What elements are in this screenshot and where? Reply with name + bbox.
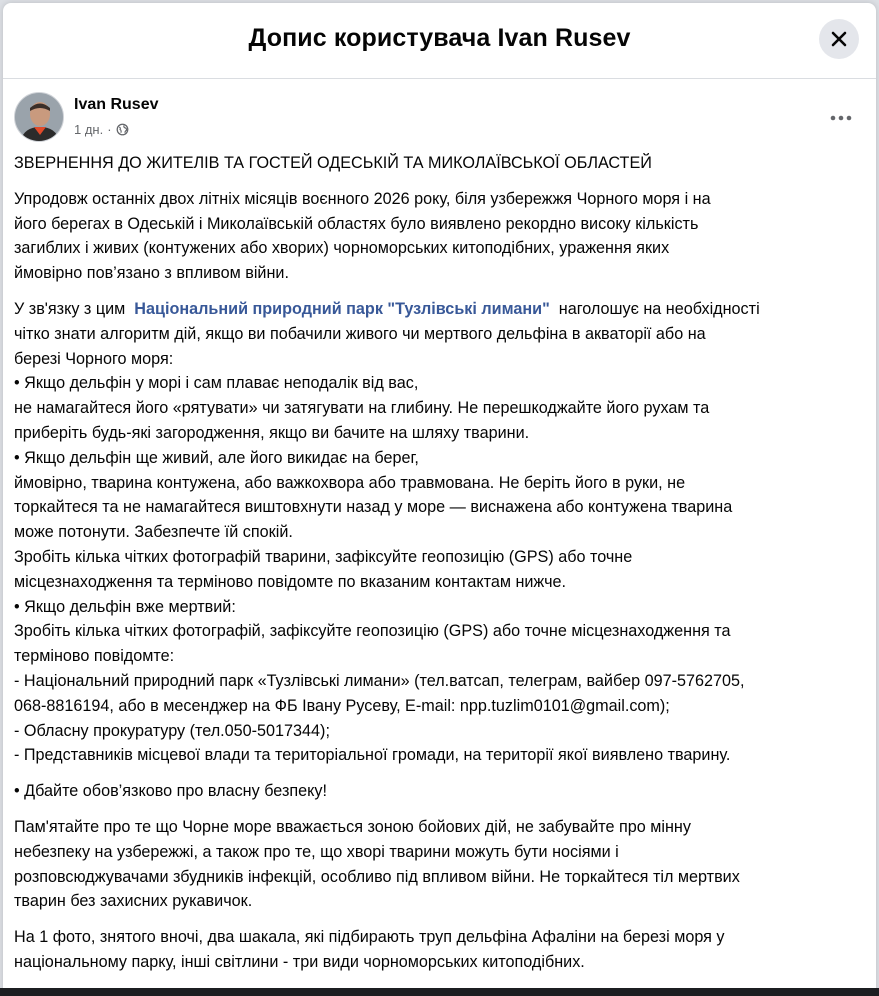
modal-header bbox=[3, 3, 876, 79]
close-icon bbox=[830, 30, 848, 48]
text-line: - Представників місцевої влади та територіальної громади, на території якої виявлено тварину. bbox=[14, 746, 731, 765]
text-fragment: наголошує на необхідності bbox=[549, 299, 760, 318]
text-line: • Якщо дельфін ще живий, але його викидає на берег, bbox=[14, 448, 419, 467]
paragraph-4 bbox=[14, 815, 859, 914]
more-options-button[interactable] bbox=[823, 100, 859, 136]
text-line: місцезнаходження та терміново повідомте по вказаним контактам нижче. bbox=[14, 572, 567, 591]
text-line: небезпеку на узбережжі, а також про те, що хворі тварини можуть бути носіями і bbox=[14, 842, 619, 861]
avatar[interactable] bbox=[14, 92, 64, 142]
close-button[interactable] bbox=[819, 19, 859, 59]
post-meta bbox=[74, 122, 129, 137]
text-line: - Національний природний парк «Тузлівські лимани» (тел.ватсап, телеграм, вайбер 097-5762705, bbox=[14, 671, 745, 690]
text-line: • Якщо дельфін вже мертвий: bbox=[14, 597, 236, 616]
text-line: ймовірно пов’язано з впливом війни. bbox=[14, 264, 289, 283]
more-dots-icon bbox=[830, 115, 852, 121]
text-line bbox=[14, 297, 859, 322]
text-line: розповсюджувачами збудників інфекцій, особливо під впливом війни. Не торкайтеся тіл мертвих bbox=[14, 867, 740, 886]
post-heading: ЗВЕРНЕННЯ ДО ЖИТЕЛІВ ТА ГОСТЕЙ ОДЕСЬКІЙ ТА МИКОЛАЇВСЬКОЇ ОБЛАСТЕЙ bbox=[14, 154, 652, 172]
text-line: Зробіть кілька чітких фотографій тварини, зафіксуйте геопозицію (GPS) або точне bbox=[14, 547, 633, 566]
text-line: може потонути. Забезпечте їй спокій. bbox=[14, 523, 293, 542]
meta-separator: · bbox=[107, 122, 112, 137]
globe-icon bbox=[116, 123, 129, 136]
text-line: березі Чорного моря: bbox=[14, 349, 174, 368]
text-line: тварин без захисних рукавичок. bbox=[14, 892, 253, 911]
text-line: Упродовж останніх двох літніх місяців воєнного 2026 року, біля узбережжя Чорного моря і на bbox=[14, 189, 711, 208]
paragraph-3: • Дбайте обов’язково про власну безпеку! bbox=[14, 782, 327, 801]
author-name[interactable]: Ivan Rusev bbox=[74, 96, 159, 113]
text-fragment: У зв'язку з цим bbox=[14, 299, 135, 318]
text-line: національному парку, інші світлини - три види чорноморських китоподібних. bbox=[14, 952, 585, 971]
text-line: не намагайтеся його «рятувати» чи затягувати на глибину. Не перешкоджайте його рухам та bbox=[14, 399, 710, 418]
text-line: Пам'ятайте про те що Чорне море вважається зоною бойових дій, не забувайте про мінну bbox=[14, 817, 691, 836]
bottom-edge bbox=[0, 988, 879, 996]
post-header bbox=[14, 92, 859, 144]
text-line: 068-8816194, або в месенджер на ФБ Івану Русеву, E-mail: npp.tuzlim0101@gmail.com); bbox=[14, 696, 670, 715]
text-line: Зробіть кілька чітких фотографій, зафіксуйте геопозицію (GPS) або точне місцезнаходження та bbox=[14, 622, 731, 641]
text-line: загиблих і живих (контужених або хворих) чорноморських китоподібних, ураження яких bbox=[14, 239, 670, 258]
post-time[interactable]: 1 дн. bbox=[74, 122, 104, 137]
paragraph-5 bbox=[14, 925, 859, 975]
modal-title: Допис користувача Ivan Rusev bbox=[248, 24, 631, 52]
text-line: На 1 фото, знятого вночі, два шакала, які підбирають труп дельфіна Афаліни на березі моря у bbox=[14, 928, 725, 947]
paragraph-1 bbox=[14, 187, 859, 286]
paragraph-2 bbox=[14, 297, 859, 768]
text-line: торкайтеся та не намагайтеся виштовхнути назад у море — виснажена або контужена тварина bbox=[14, 498, 733, 517]
text-line: чітко знати алгоритм дій, якщо ви побачили живого чи мертвого дельфіна в акваторії або на bbox=[14, 324, 706, 343]
park-link[interactable]: Національний природний парк "Тузлівські лимани" bbox=[134, 299, 550, 318]
text-line: приберіть будь-які загородження, якщо ви бачите на шляху тварини. bbox=[14, 423, 530, 442]
avatar-image bbox=[15, 93, 64, 142]
post-body bbox=[14, 151, 859, 986]
text-line: ймовірно, тварина контужена, або важкохвора або травмована. Не беріть його в руки, не bbox=[14, 473, 686, 492]
text-line: терміново повідомте: bbox=[14, 647, 175, 666]
text-line: його берегах в Одеській і Миколаївській областях було виявлено рекордно високу кількість bbox=[14, 214, 699, 233]
text-line: - Обласну прокуратуру (тел.050-5017344); bbox=[14, 721, 330, 740]
text-line: • Якщо дельфін у морі і сам плаває неподалік від вас, bbox=[14, 374, 419, 393]
